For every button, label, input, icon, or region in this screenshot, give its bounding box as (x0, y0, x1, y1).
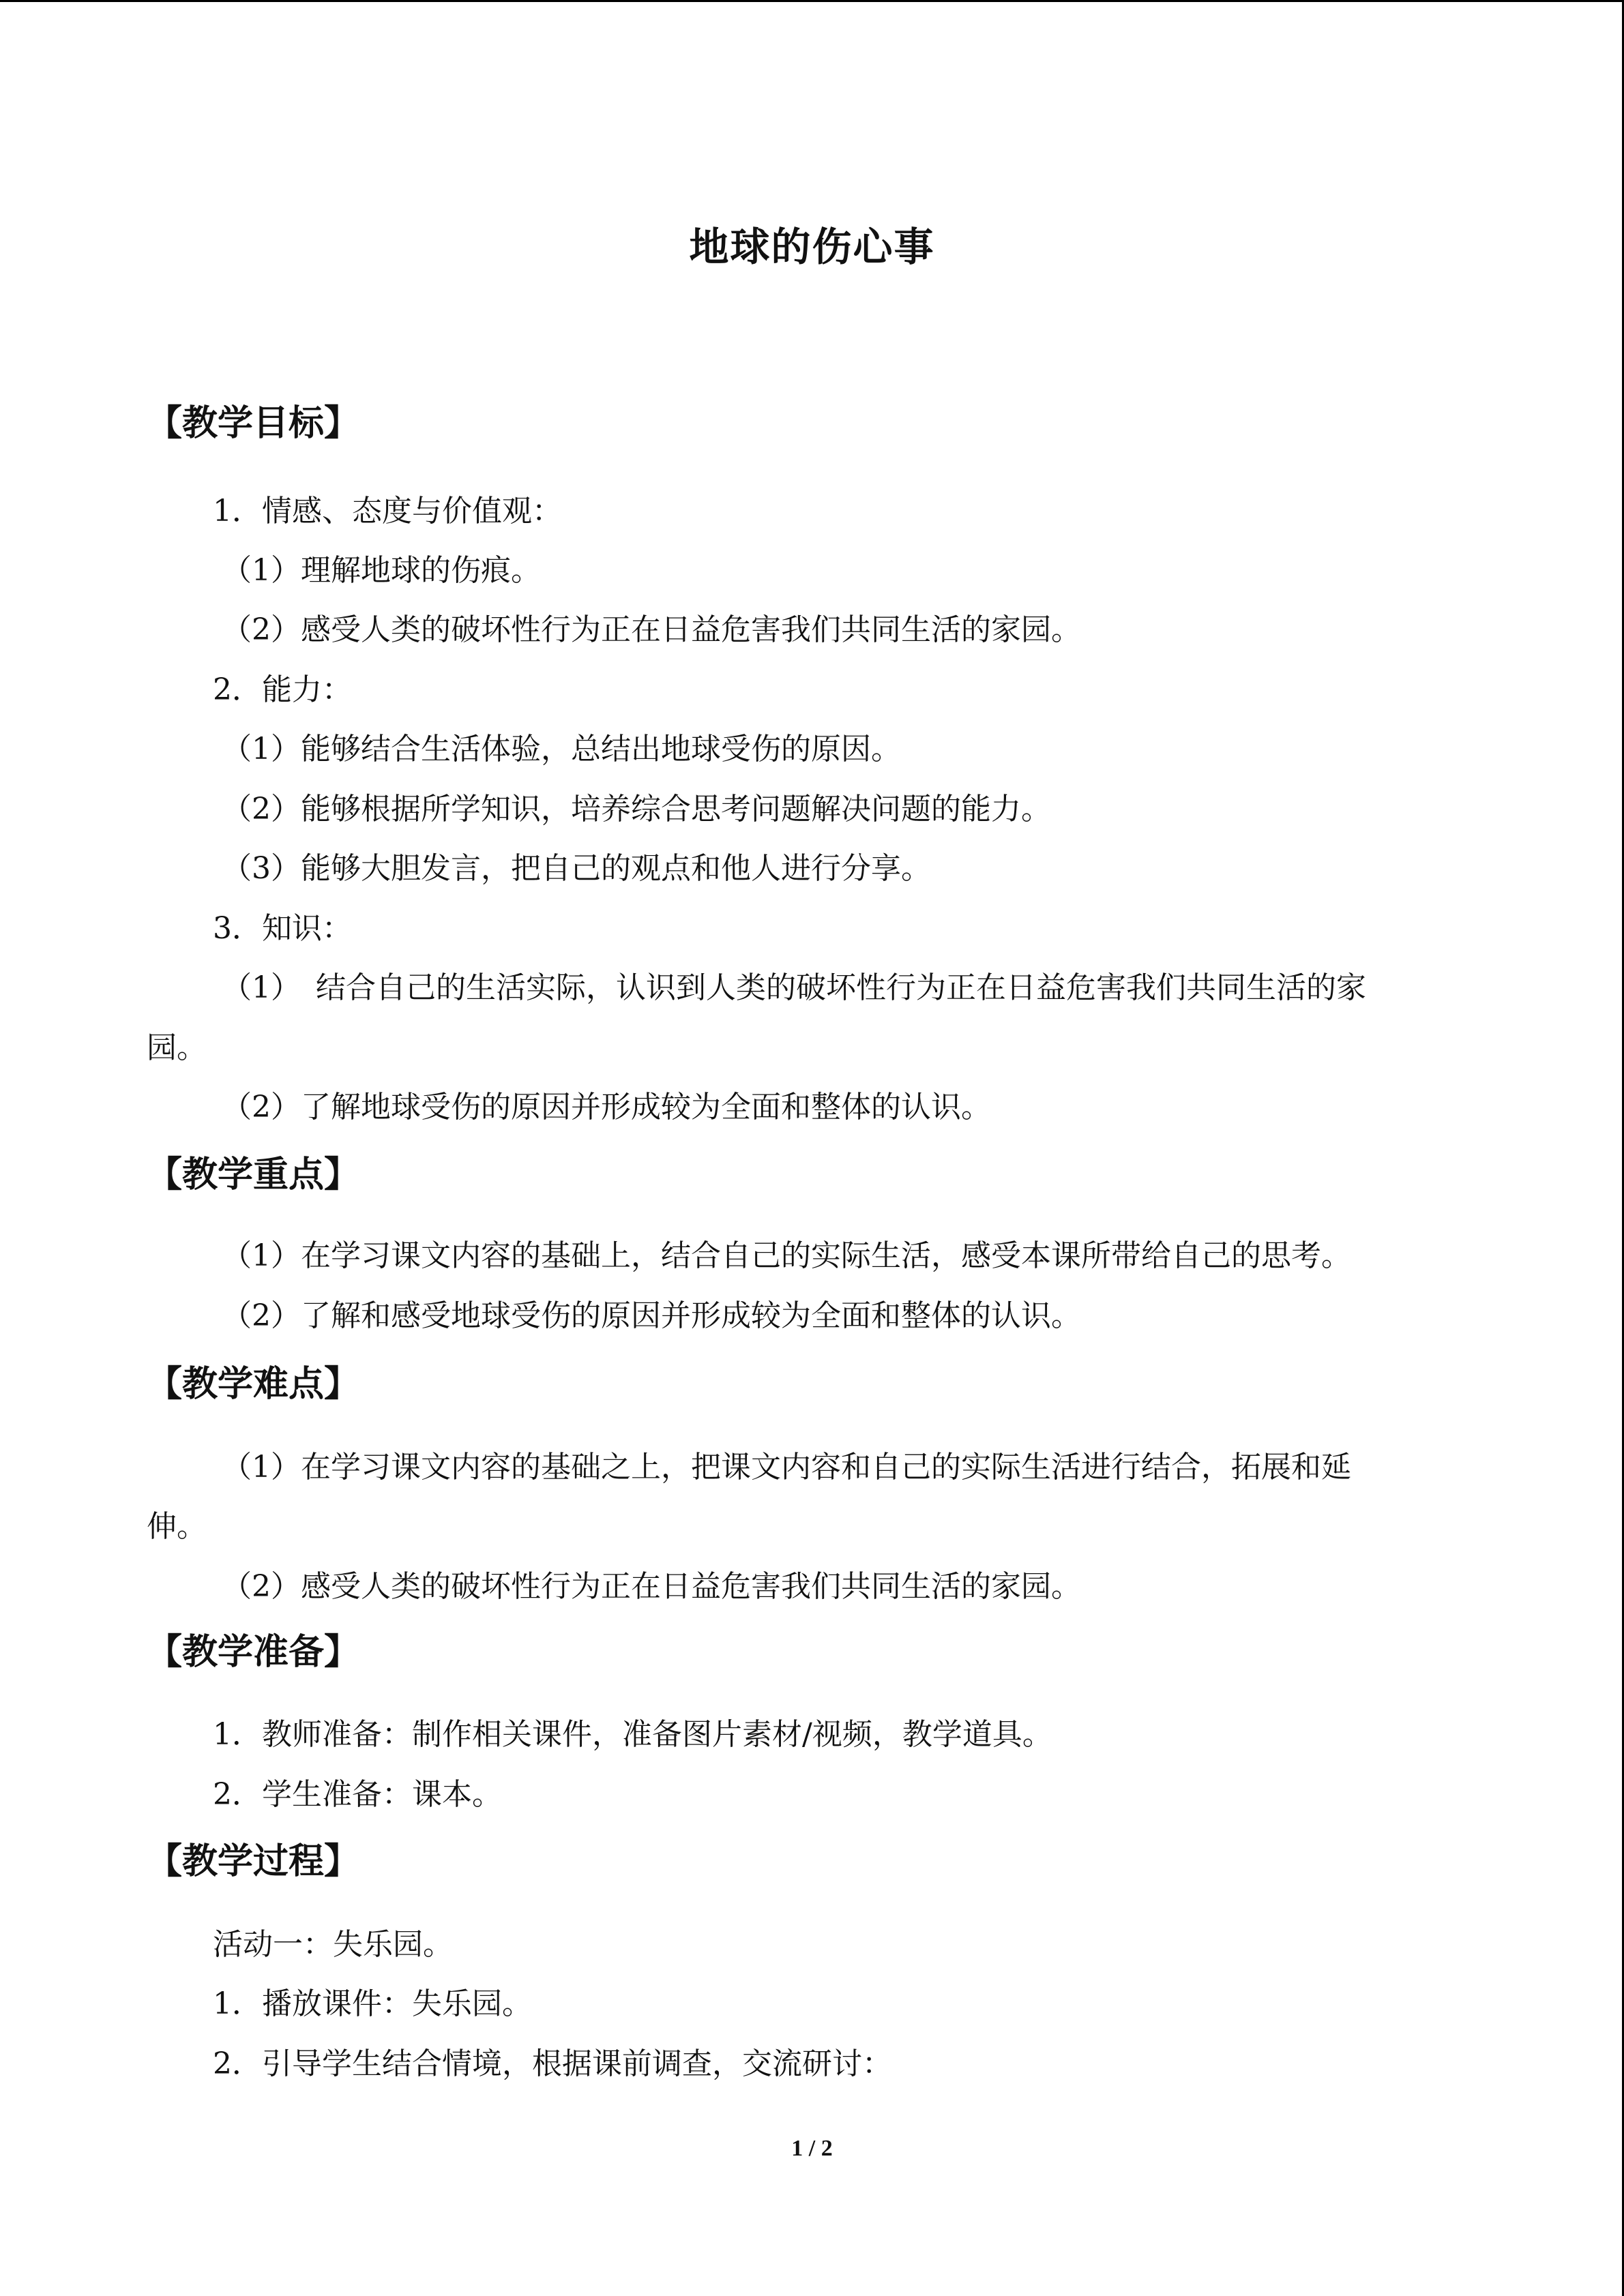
preparation-line: 2．学生准备：课本。 (213, 1777, 502, 1812)
key-points-line: （2）了解和感受地球受伤的原因并形成较为全面和整体的认识。 (222, 1298, 1081, 1333)
objectives-line: （2）能够根据所学知识，培养综合思考问题解决问题的能力。 (222, 792, 1051, 826)
page-number: 1 / 2 (791, 2136, 833, 2161)
objectives-line: （1） 结合自己的生活实际，认识到人类的破坏性行为正在日益危害我们共同生活的家 (222, 970, 1366, 1005)
objectives-line: 2．能力： (213, 672, 352, 707)
key-points-line: （1）在学习课文内容的基础上，结合自己的实际生活，感受本课所带给自己的思考。 (222, 1238, 1351, 1273)
objectives-line: 园。 (147, 1030, 207, 1065)
process-line: 活动一：失乐园。 (213, 1927, 453, 1962)
section-heading-process: 【教学过程】 (147, 1841, 360, 1882)
difficulties-line: 伸。 (147, 1509, 207, 1544)
section-heading-key-points: 【教学重点】 (147, 1154, 360, 1195)
preparation-line: 1．教师准备：制作相关课件，准备图片素材/视频，教学道具。 (213, 1717, 1052, 1752)
objectives-line: （3）能够大胆发言，把自己的观点和他人进行分享。 (222, 851, 931, 886)
page-border-top (0, 0, 1624, 2)
objectives-line: （1）能够结合生活体验，总结出地球受伤的原因。 (222, 732, 901, 766)
objectives-line: 1．情感、态度与价值观： (213, 494, 562, 528)
difficulties-line: （1）在学习课文内容的基础之上，把课文内容和自己的实际生活进行结合，拓展和延 (222, 1450, 1351, 1485)
objectives-line: （1）理解地球的伤痕。 (222, 553, 541, 588)
objectives-line: （2）感受人类的破坏性行为正在日益危害我们共同生活的家园。 (222, 612, 1081, 647)
section-heading-preparation: 【教学准备】 (147, 1632, 360, 1673)
objectives-line: 3．知识： (213, 911, 352, 946)
section-heading-difficulties: 【教学难点】 (147, 1364, 360, 1405)
process-line: 1．播放课件：失乐园。 (213, 1986, 532, 2021)
process-line: 2．引导学生结合情境，根据课前调查，交流研讨： (213, 2046, 892, 2081)
section-heading-objectives: 【教学目标】 (147, 403, 360, 444)
difficulties-line: （2）感受人类的破坏性行为正在日益危害我们共同生活的家园。 (222, 1569, 1081, 1604)
document-title: 地球的伤心事 (689, 224, 935, 270)
objectives-line: （2）了解地球受伤的原因并形成较为全面和整体的认识。 (222, 1090, 991, 1124)
